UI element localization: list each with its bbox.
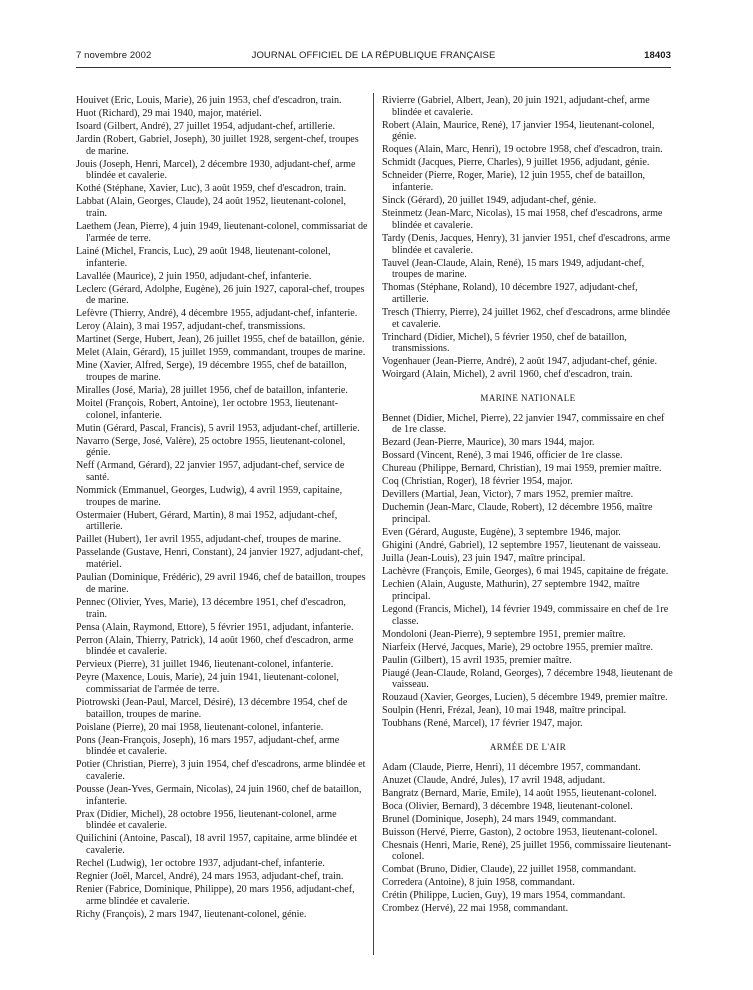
- list-item: Legond (Francis, Michel), 14 février 1949, commissaire en chef de 1re classe.: [382, 603, 669, 627]
- list-item: Leroy (Alain), 3 mai 1957, adjudant-chef, transmissions.: [76, 321, 306, 333]
- right-column: [382, 95, 674, 916]
- marine-section-title: MARINE NATIONALE: [480, 393, 576, 404]
- list-item: Ostermaier (Hubert, Gérard, Martin), 8 mai 1952, adjudant-chef, artillerie.: [76, 509, 338, 533]
- list-item: Tardy (Denis, Jacques, Henry), 31 janvier 1951, chef d'escadrons, arme blindée et cavalerie.: [382, 232, 671, 256]
- list-item: Chesnais (Henri, Marie, René), 25 juillet 1956, commissaire lieutenant-colonel.: [382, 839, 672, 863]
- header-rule: [76, 67, 671, 68]
- list-item: Jouis (Joseph, Henri, Marcel), 2 décembre 1930, adjudant-chef, arme blindée et cavalerie.: [76, 158, 356, 182]
- list-item: Vogenhauer (Jean-Pierre, André), 2 août 1947, adjudant-chef, génie.: [382, 356, 658, 368]
- list-item: Adam (Claude, Pierre, Henri), 11 décembre 1957, commandant.: [382, 761, 641, 773]
- list-item: Even (Gérard, Auguste, Eugène), 3 septembre 1946, major.: [382, 527, 621, 539]
- air-section-title: ARMÉE DE L'AIR: [489, 741, 567, 752]
- list-item: Schneider (Pierre, Roger, Marie), 12 juin 1955, chef de bataillon, infanterie.: [382, 170, 646, 194]
- list-item: Buisson (Hervé, Pierre, Gaston), 2 octobre 1953, lieutenant-colonel.: [382, 826, 658, 838]
- air-entries: [382, 762, 674, 915]
- list-item: Tresch (Thierry, Pierre), 24 juillet 1962, chef d'escadrons, arme blindée et cavalerie.: [382, 306, 671, 330]
- list-item: Robert (Alain, Maurice, René), 17 janvier 1954, lieutenant-colonel, génie.: [382, 119, 655, 143]
- list-item: Paulian (Dominique, Frédéric), 29 avril 1946, chef de bataillon, troupes de marine.: [76, 572, 366, 595]
- list-item: Houivet (Eric, Louis, Marie), 26 juin 1953, chef d'escadron, train.: [76, 95, 342, 106]
- list-item: Piaugé (Jean-Claude, Roland, Georges), 7 décembre 1948, lieutenant de vaisseau.: [382, 667, 673, 691]
- list-item: Toubhans (René, Marcel), 17 février 1947, major.: [382, 718, 583, 730]
- list-item: Combat (Bruno, Didier, Claude), 22 juillet 1958, commandant.: [382, 864, 637, 876]
- left-column: [76, 95, 368, 922]
- list-item: Mine (Xavier, Alfred, Serge), 19 décembre 1955, chef de bataillon, troupes de marine.: [76, 360, 347, 383]
- list-item: Coq (Christian, Roger), 18 février 1954, major.: [382, 476, 573, 488]
- list-item: Isoard (Gilbert, André), 27 juillet 1954, adjudant-chef, artillerie.: [76, 121, 335, 132]
- list-item: Pennec (Olivier, Yves, Marie), 13 décembre 1951, chef d'escadron, train.: [76, 596, 346, 620]
- list-item: Anuzet (Claude, André, Jules), 17 avril 1948, adjudant.: [382, 774, 606, 786]
- list-item: Potier (Christian, Pierre), 3 juin 1954, chef d'escadrons, arme blindée et cavalerie.: [76, 759, 366, 783]
- header-date: 7 novembre 2002: [76, 50, 152, 61]
- list-item: Ghigini (André, Gabriel), 12 septembre 1957, lieutenant de vaisseau.: [382, 540, 661, 552]
- list-item: Bezard (Jean-Pierre, Maurice), 30 mars 1944, major.: [382, 437, 595, 449]
- header-page-number: 18403: [644, 50, 671, 61]
- list-item: Regnier (Joël, Marcel, André), 24 mars 1953, adjudant-chef, train.: [76, 871, 344, 883]
- list-item: Brunel (Dominique, Joseph), 24 mars 1949, commandant.: [382, 813, 617, 825]
- list-item: Pons (Jean-François, Joseph), 16 mars 1957, adjudant-chef, arme blindée et cavalerie.: [76, 734, 340, 758]
- list-item: Rouzaud (Xavier, Georges, Lucien), 5 décembre 1949, premier maître.: [382, 692, 668, 704]
- list-item: Labbat (Alain, Georges, Claude), 24 août 1952, lieutenant-colonel, train.: [76, 196, 347, 220]
- right-column-entries: [382, 95, 674, 381]
- page-header: [76, 50, 671, 66]
- list-item: Laethem (Jean, Pierre), 4 juin 1949, lieutenant-colonel, commissariat de l'armée de terre.: [76, 221, 368, 244]
- list-item: Chureau (Philippe, Bernard, Christian), 19 mai 1959, premier maître.: [382, 463, 662, 475]
- list-item: Melet (Alain, Gérard), 15 juillet 1959, commandant, troupes de marine.: [76, 347, 366, 359]
- list-item: Quilichini (Antoine, Pascal), 18 avril 1957, capitaine, arme blindée et cavalerie.: [76, 833, 358, 857]
- list-item: Schmidt (Jacques, Pierre, Charles), 9 juillet 1956, adjudant, génie.: [382, 157, 650, 169]
- list-item: Steinmetz (Jean-Marc, Nicolas), 15 mai 1958, chef d'escadrons, arme blindée et cavalerie.: [382, 208, 663, 231]
- list-item: Richy (François), 2 mars 1947, lieutenant-colonel, génie.: [76, 908, 307, 920]
- list-item: Niarfeix (Hervé, Jacques, Marie), 29 octobre 1955, premier maître.: [382, 641, 654, 653]
- list-item: Soulpin (Henri, Frézal, Jean), 10 mai 1948, maître principal.: [382, 705, 627, 717]
- list-item: Corredera (Antoine), 8 juin 1958, commandant.: [382, 877, 575, 889]
- marine-entries: [382, 413, 674, 730]
- list-item: Tauvel (Jean-Claude, Alain, René), 15 mars 1949, adjudant-chef, troupes de marine.: [382, 257, 645, 281]
- list-item: Paillet (Hubert), 1er avril 1955, adjudant-chef, troupes de marine.: [76, 534, 342, 546]
- list-item: Bossard (Vincent, René), 3 mai 1946, officier de 1re classe.: [382, 450, 623, 462]
- list-item: Neff (Armand, Gérard), 22 janvier 1957, adjudant-chef, service de santé.: [76, 460, 345, 484]
- list-item: Crombez (Hervé), 22 mai 1958, commandant.: [382, 903, 569, 915]
- list-item: Trinchard (Didier, Michel), 5 février 1950, chef de bataillon, transmissions.: [382, 331, 627, 355]
- list-item: Nommick (Emmanuel, Georges, Ludwig), 4 avril 1959, capitaine, troupes de marine.: [76, 485, 343, 508]
- list-item: Bennet (Didier, Michel, Pierre), 22 janvier 1947, commissaire en chef de 1re classe.: [382, 412, 665, 436]
- list-item: Miralles (José, Maria), 28 juillet 1956, chef de bataillon, infanterie.: [76, 384, 348, 396]
- list-item: Thomas (Stéphane, Roland), 10 décembre 1927, adjudant-chef, artillerie.: [382, 282, 638, 305]
- list-item: Juilla (Jean-Louis), 23 juin 1947, maître principal.: [382, 553, 586, 565]
- list-item: Peyre (Maxence, Louis, Marie), 24 juin 1941, lieutenant-colonel, commissariat de l'armée de terre.: [76, 672, 339, 695]
- list-item: Pensa (Alain, Raymond, Ettore), 5 février 1951, adjudant, infanterie.: [76, 621, 354, 633]
- list-item: Piotrowski (Jean-Paul, Marcel, Désiré), 13 décembre 1954, chef de bataillon, troupes de marine.: [76, 696, 348, 720]
- list-item: Lachèvre (François, Emile, Georges), 6 mai 1945, capitaine de frégate.: [382, 566, 669, 578]
- list-item: Rechel (Ludwig), 1er octobre 1937, adjudant-chef, infanterie.: [76, 858, 325, 870]
- list-item: Boca (Olivier, Bernard), 3 décembre 1948, lieutenant-colonel.: [382, 800, 633, 812]
- list-item: Moitel (François, Robert, Antoine), 1er octobre 1953, lieutenant-colonel, infanterie.: [76, 397, 339, 421]
- list-item: Martinet (Serge, Hubert, Jean), 26 juillet 1955, chef de bataillon, génie.: [76, 334, 365, 346]
- list-item: Paulin (Gilbert), 15 avril 1935, premier maître.: [382, 654, 572, 666]
- list-item: Navarro (Serge, José, Valère), 25 octobre 1955, lieutenant-colonel, génie.: [76, 435, 346, 459]
- list-item: Leclerc (Gérard, Adolphe, Eugène), 26 juin 1927, caporal-chef, troupes de marine.: [76, 283, 365, 307]
- list-item: Kothé (Stéphane, Xavier, Luc), 3 août 1959, chef d'escadron, train.: [76, 183, 347, 195]
- list-item: Poislane (Pierre), 20 mai 1958, lieutenant-colonel, infanterie.: [76, 721, 324, 733]
- list-item: Prax (Didier, Michel), 28 octobre 1956, lieutenant-colonel, arme blindée et cavalerie.: [76, 808, 337, 832]
- column-divider: [373, 93, 374, 955]
- list-item: Woirgard (Alain, Michel), 2 avril 1960, chef d'escadron, train.: [382, 369, 633, 381]
- list-item: Renier (Fabrice, Dominique, Philippe), 20 mars 1956, adjudant-chef, arme blindée et cavalerie.: [76, 884, 355, 907]
- list-item: Mondoloni (Jean-Pierre), 9 septembre 1951, premier maître.: [382, 628, 626, 640]
- list-item: Roques (Alain, Marc, Henri), 19 octobre 1958, chef d'escadron, train.: [382, 144, 663, 156]
- list-item: Bangratz (Bernard, Marie, Emile), 14 août 1955, lieutenant-colonel.: [382, 787, 657, 799]
- list-item: Crétin (Philippe, Lucien, Guy), 19 mars 1954, commandant.: [382, 890, 626, 902]
- list-item: Lefèvre (Thierry, André), 4 décembre 1955, adjudant-chef, infanterie.: [76, 308, 358, 320]
- list-item: Pervieux (Pierre), 31 juillet 1946, lieutenant-colonel, infanterie.: [76, 659, 334, 671]
- list-item: Passelande (Gustave, Henri, Constant), 24 janvier 1927, adjudant-chef, matériel.: [76, 547, 364, 571]
- list-item: Jardin (Robert, Gabriel, Joseph), 30 juillet 1928, sergent-chef, troupes de marine.: [76, 134, 359, 157]
- list-item: Lavallée (Maurice), 2 juin 1950, adjudant-chef, infanterie.: [76, 270, 312, 282]
- list-item: Perron (Alain, Thierry, Patrick), 14 août 1960, chef d'escadron, arme blindée et cavalerie.: [76, 634, 354, 658]
- list-item: Rivierre (Gabriel, Albert, Jean), 20 juin 1921, adjudant-chef, arme blindée et cavalerie.: [382, 95, 650, 118]
- list-item: Devillers (Martial, Jean, Victor), 7 mars 1952, premier maître.: [382, 489, 634, 501]
- list-item: Duchemin (Jean-Marc, Claude, Robert), 12 décembre 1956, maître principal.: [382, 502, 653, 526]
- list-item: Mutin (Gérard, Pascal, Francis), 5 avril 1953, adjudant-chef, artillerie.: [76, 422, 360, 434]
- list-item: Pousse (Jean-Yves, Germain, Nicolas), 24 juin 1960, chef de bataillon, infanterie.: [76, 784, 362, 807]
- list-item: Huot (Richard), 29 mai 1940, major, matériel.: [76, 108, 262, 119]
- list-item: Sinck (Gérard), 20 juillet 1949, adjudant-chef, génie.: [382, 195, 597, 207]
- header-journal-title: JOURNAL OFFICIEL DE LA RÉPUBLIQUE FRANÇAISE: [251, 50, 496, 61]
- list-item: Lainé (Michel, Francis, Luc), 29 août 1948, lieutenant-colonel, infanterie.: [76, 245, 331, 269]
- list-item: Lechien (Alain, Auguste, Mathurin), 27 septembre 1942, maître principal.: [382, 579, 640, 602]
